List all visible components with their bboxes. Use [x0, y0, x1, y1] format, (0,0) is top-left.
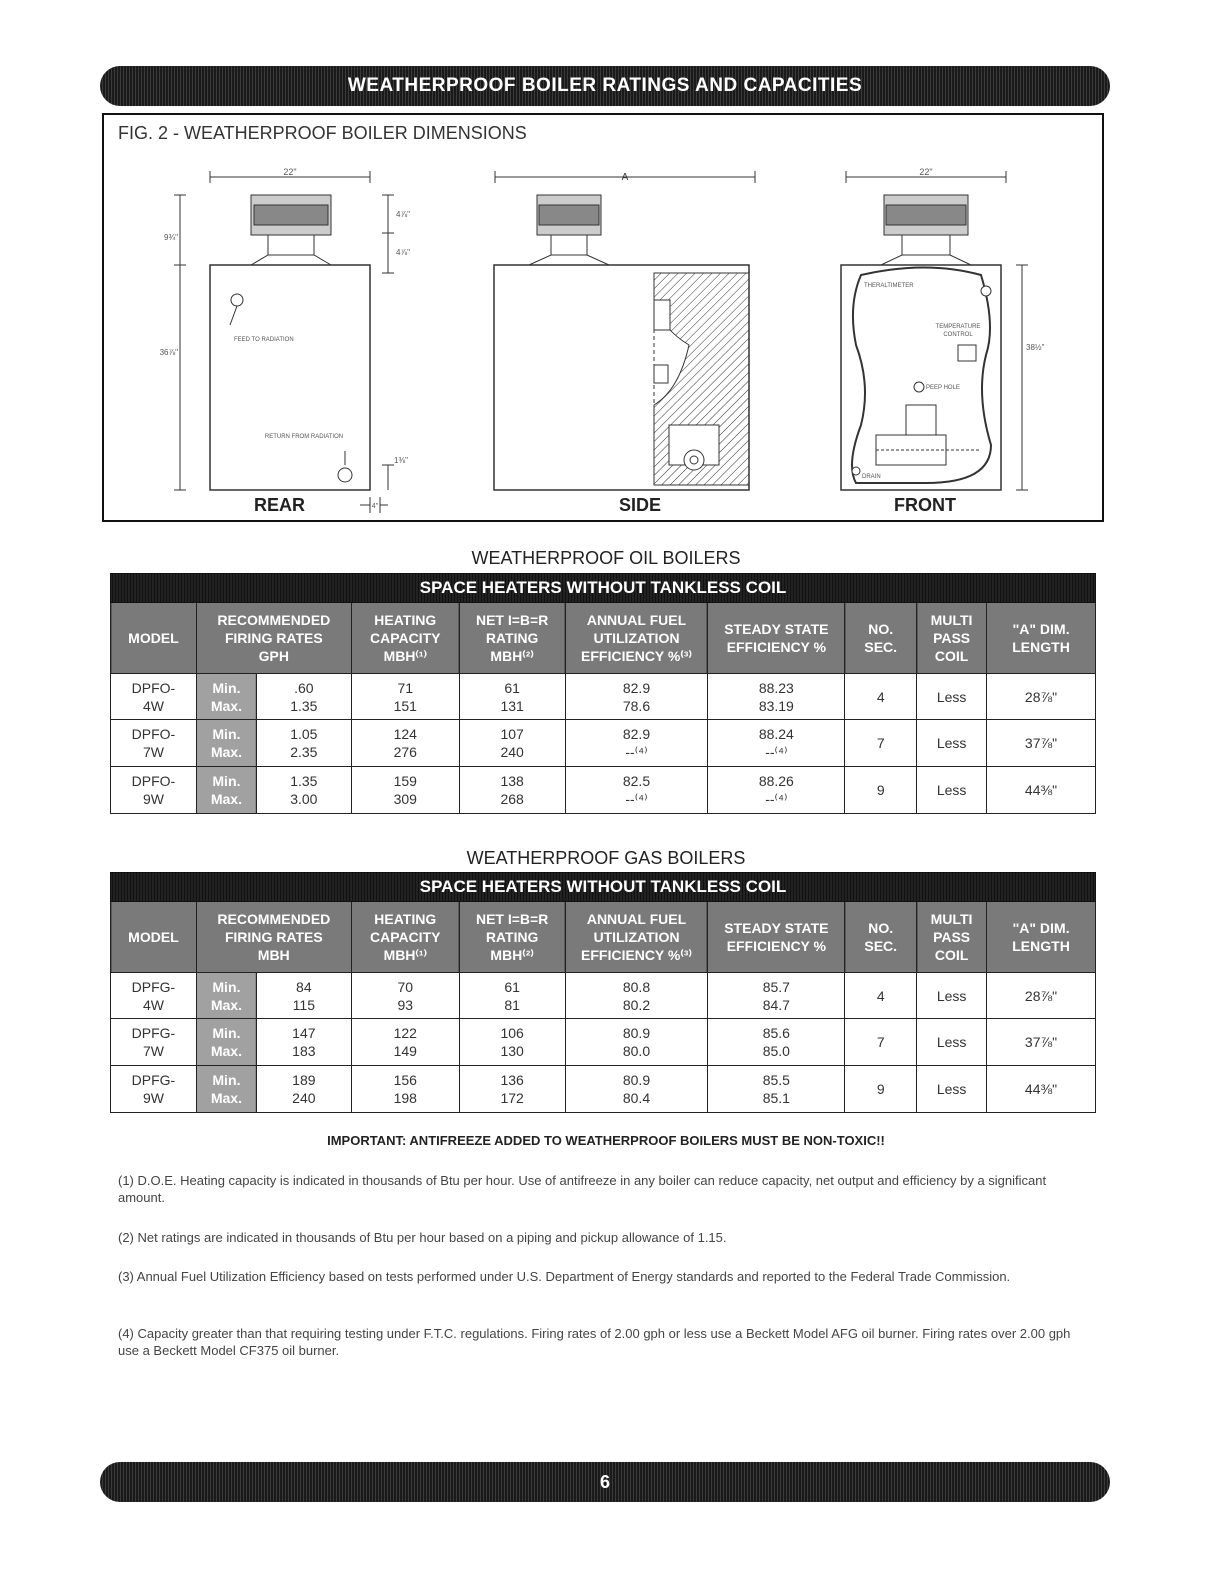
header-heating: HEATING CAPACITY MBH⁽¹⁾: [351, 603, 459, 674]
header-steady: STEADY STATE EFFICIENCY %: [708, 603, 845, 674]
header-coil: MULTI PASS COIL: [917, 603, 987, 674]
oil-boilers-table: [110, 573, 1096, 814]
temp-control-label-1: TEMPERATURE: [935, 324, 981, 330]
rear-label: REAR: [254, 495, 306, 515]
header-afue: ANNUAL FUEL UTILIZATION EFFICIENCY %⁽³⁾: [565, 603, 708, 674]
side-label: SIDE: [619, 495, 662, 515]
header-net: NET I=B=R RATING MBH⁽²⁾: [459, 603, 565, 674]
peep-hole-label: PEEP HOLE: [926, 385, 960, 391]
temp-control-label-2: CONTROL: [943, 332, 973, 338]
figure-caption: FIG. 2 - WEATHERPROOF BOILER DIMENSIONS: [118, 123, 527, 143]
rear-width-dim: 22": [283, 167, 297, 177]
footnote-1: (1) D.O.E. Heating capacity is indicated in thousands of Btu per hour. Use of antifreeze in any boiler can reduce capacity, net output and efficiency by a significant amount.: [118, 1173, 1047, 1205]
footnote-3: (3) Annual Fuel Utilization Efficiency based on tests performed under U.S. Department of Energy standards and reported to the Federal Trade Commission.: [118, 1269, 1011, 1284]
return-label: RETURN FROM RADIATION: [264, 434, 344, 440]
header-heating: HEATING CAPACITY MBH⁽¹⁾: [351, 902, 459, 973]
gas-boilers-table: [110, 872, 1096, 1113]
oil-boilers-title: WEATHERPROOF OIL BOILERS: [471, 548, 741, 568]
header-firing: RECOMMENDED FIRING RATES MBH: [196, 902, 351, 973]
drain-label: DRAIN: [862, 474, 881, 480]
feed-label: FEED TO RADIATION: [234, 337, 294, 343]
table-row: DPFO- 7W Min. Max. 1.05 2.35 124 276 107 240 82.9 --⁽⁴⁾ 88.24 --⁽⁴⁾ 7 Less 37⅞": [111, 720, 1096, 767]
table-row: DPFO- 9W Min. Max. 1.35 3.00 159 309 138 268 82.5 --⁽⁴⁾ 88.26 --⁽⁴⁾ 9 Less 44⅜": [111, 767, 1096, 814]
thermometer-label: THERALTIMETER: [864, 283, 914, 289]
side-width-dim: A: [621, 172, 629, 183]
header-coil: MULTI PASS COIL: [917, 902, 987, 973]
important-notice: IMPORTANT: ANTIFREEZE ADDED TO WEATHERPROOF BOILERS MUST BE NON-TOXIC!!: [327, 1133, 885, 1148]
front-label: FRONT: [894, 495, 956, 515]
rear-offset-dim: 4": [371, 503, 379, 510]
oil-band: SPACE HEATERS WITHOUT TANKLESS COIL: [111, 574, 1096, 603]
header-length: "A" DIM. LENGTH: [987, 902, 1096, 973]
header-sec: NO. SEC.: [845, 902, 917, 973]
vent-dim-top: 4⅞": [396, 210, 410, 219]
oil-header-row: [111, 603, 1096, 674]
page-number: 6: [599, 1471, 610, 1492]
side-view-drawing: [489, 165, 769, 495]
table-row: DPFG- 4W Min. Max. 84 115 70 93 61 81 80.8 80.2 85.7 84.7 4 Less 28⅞": [111, 973, 1096, 1019]
table-row: DPFG- 9W Min. Max. 189 240 156 198 136 172 80.9 80.4 85.5 85.1 9 Less 44⅜": [111, 1066, 1096, 1113]
rear-height-main: 36⅞": [159, 348, 178, 357]
table-row: DPFG- 7W Min. Max. 147 183 122 149 106 130 80.9 80.0 85.6 85.0 7 Less 37⅞": [111, 1019, 1096, 1066]
page-header-banner: [100, 66, 1110, 106]
front-view-drawing: [826, 165, 1066, 495]
table-row: DPFO- 4W Min. Max. .60 1.35 71 151 61 131 82.9 78.6 88.23 83.19 4 Less 28⅞": [111, 674, 1096, 720]
footnote-4: (4) Capacity greater than that requiring testing under F.T.C. regulations. Firing rates of 2.00 gph or less use a Beckett Model AFG oil burner. Firing rates over 2.00 gph use a Beckett Model CF375 oil burner.: [118, 1326, 1071, 1358]
header-model: MODEL: [111, 603, 197, 674]
header-firing: RECOMMENDED FIRING RATES GPH: [196, 603, 351, 674]
header-steady: STEADY STATE EFFICIENCY %: [708, 902, 845, 973]
page-title: WEATHERPROOF BOILER RATINGS AND CAPACITIES: [347, 75, 863, 96]
header-model: MODEL: [111, 902, 197, 973]
front-width-dim: 22": [919, 167, 933, 177]
dimensions-figure: [102, 113, 1104, 522]
footnote-2: (2) Net ratings are indicated in thousands of Btu per hour based on a piping and pickup allowance of 1.15.: [118, 1230, 727, 1245]
gas-band: SPACE HEATERS WITHOUT TANKLESS COIL: [111, 873, 1096, 902]
gas-header-row: [111, 902, 1096, 973]
rear-height-upper: 9¾": [164, 233, 178, 242]
gas-boilers-title: WEATHERPROOF GAS BOILERS: [466, 848, 746, 868]
header-net: NET I=B=R RATING MBH⁽²⁾: [459, 902, 565, 973]
header-sec: NO. SEC.: [845, 603, 917, 674]
rear-view-drawing: [159, 165, 410, 515]
page-footer-banner: [100, 1462, 1110, 1502]
header-length: "A" DIM. LENGTH: [987, 603, 1096, 674]
front-height-dim: 38½": [1026, 343, 1045, 352]
header-afue: ANNUAL FUEL UTILIZATION EFFICIENCY %⁽³⁾: [565, 902, 708, 973]
rear-bottom-dim: 1⅜": [394, 456, 408, 465]
vent-dim-bottom: 4⅞": [396, 248, 410, 257]
